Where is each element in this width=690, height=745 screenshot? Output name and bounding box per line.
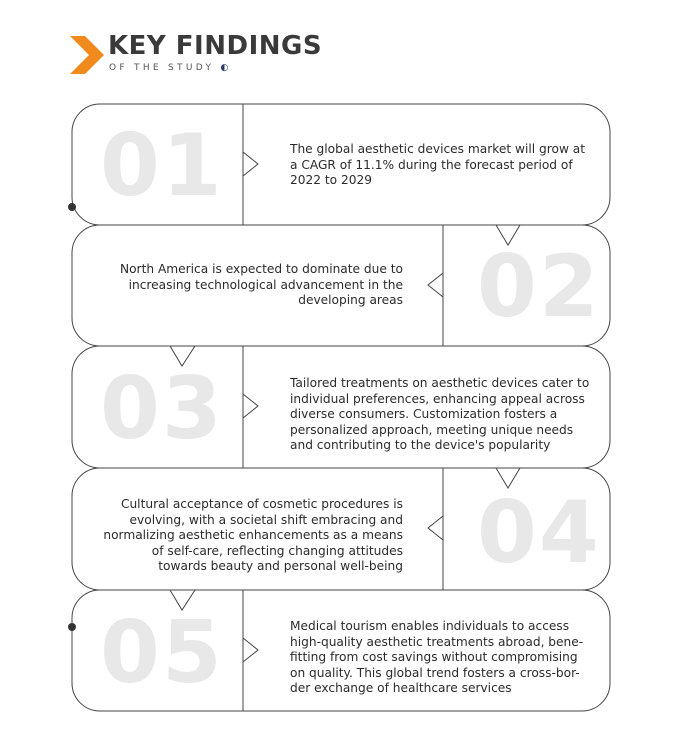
finding-text-03: Tailored treatments on aesthetic devices cater to individual preferences, enhancing appeal across diverse consumers. Customization fosters a personalized approach, meeting unique needs and contributing to the device's popularity: [290, 376, 590, 452]
moon-icon: ◐: [220, 63, 229, 73]
notch-05: [243, 638, 258, 662]
finding-number-02: 02: [477, 237, 601, 337]
dot-top: [68, 203, 76, 211]
finding-text-02: North America is expected to dominate due to increasing technological advancement in the developing areas: [119, 262, 403, 307]
finding-number-01: 01: [100, 116, 224, 216]
notch-02: [428, 273, 443, 297]
finding-number-05: 05: [100, 603, 224, 703]
finding-text-05: Medical tourism enables individuals to access high-quality aesthetic treatments abroad, bene-fitting from cost savings without compromising on quality. This global trend fosters a cross-bor-der exchange of healthcare services: [290, 619, 584, 695]
chevron-right-icon: [70, 36, 104, 74]
finding-number-04: 04: [477, 483, 601, 583]
page-subtitle: OF THE STUDY ◐: [109, 63, 229, 73]
finding-text-04: Cultural acceptance of cosmetic procedures is evolving, with a societal shift embracing and normalizing aesthetic enhancements as a means of self-care, reflecting changing attitudes towards beauty and personal well-being: [103, 497, 403, 573]
finding-text-01: The global aesthetic devices market will grow at a CAGR of 11.1% during the forecast period of 2022 to 2029: [290, 142, 586, 187]
notch-01: [243, 152, 258, 176]
finding-number-03: 03: [100, 359, 224, 459]
page-title: KEY FINDINGS: [108, 31, 323, 61]
dot-bottom: [68, 623, 76, 631]
notch-03: [243, 394, 258, 418]
notch-04: [428, 516, 443, 540]
